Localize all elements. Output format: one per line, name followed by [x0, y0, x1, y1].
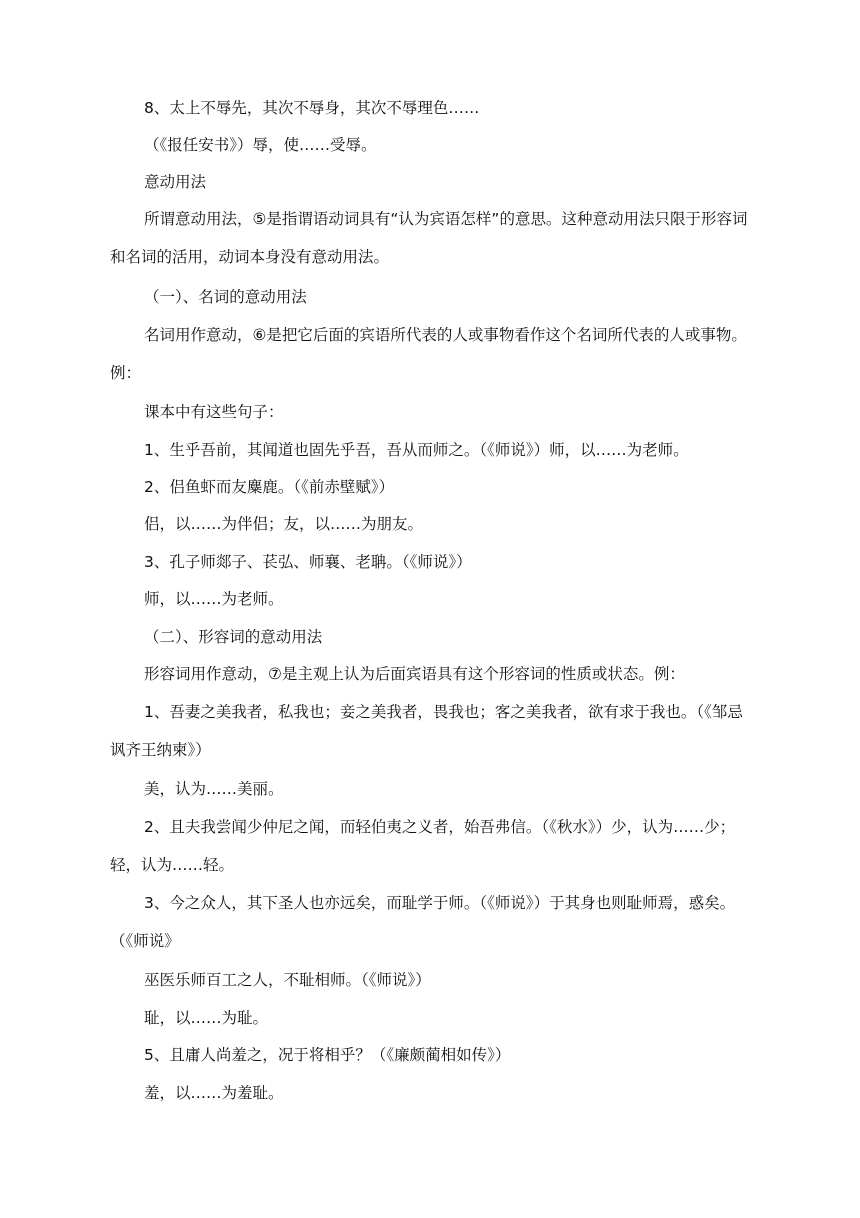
paragraph-11: 3、孔子师郯子、苌弘、师襄、老聃。（《师说》） — [144, 553, 472, 571]
subheading-noun-yidong: （一）、名词的意动用法 — [144, 288, 307, 306]
paragraph-21: 5、且庸人尚羞之，况于将相乎？（《廉颇蔺相如传》） — [144, 1046, 511, 1064]
paragraph-2: （《报任安书》）辱，使……受辱。 — [144, 136, 377, 154]
paragraph-9: 2、侣鱼虾而友麋鹿。（《前赤壁赋》） — [144, 478, 395, 496]
paragraph-18: 3、今之众人，其下圣人也亦远矣，而耻学于师。（《师说》）于其身也则耻师焉，惑矣。（《师说》 — [110, 894, 736, 950]
paragraph-15: 1、吾妻之美我者，私我也；妾之美我者，畏我也；客之美我者，欲有求于我也。（《邹忌讽齐王纳柬》） — [110, 703, 743, 759]
section-heading-yidong: 意动用法 — [144, 173, 207, 191]
paragraph-10: 侣，以……为伴侣；友，以……为朋友。 — [144, 515, 424, 533]
paragraph-12: 师，以……为老师。 — [144, 590, 284, 608]
paragraph-8: 1、生乎吾前，其闻道也固先乎吾，吾从而师之。（《师说》）师，以……为老师。 — [144, 441, 689, 459]
paragraph-16: 美，认为……美丽。 — [144, 780, 284, 798]
paragraph-6: 名词用作意动，⑥是把它后面的宾语所代表的人或事物看作这个名词所代表的人或事物。例： — [110, 326, 747, 382]
paragraph-17: 2、且夫我尝闻少仲尼之闻，而轻伯夷之义者，始吾弗信。（《秋水》）少，认为……少；轻，认为……轻。 — [110, 818, 736, 874]
paragraph-22: 羞，以……为羞耻。 — [144, 1084, 284, 1102]
paragraph-19: 巫医乐师百工之人，不耻相师。（《师说》） — [144, 971, 431, 989]
paragraph-14: 形容词用作意动，⑦是主观上认为后面宾语具有这个形容词的性质或状态。例： — [144, 665, 685, 683]
paragraph-7: 课本中有这些句子： — [144, 403, 284, 421]
subheading-adjective-yidong: （二）、形容词的意动用法 — [144, 628, 323, 646]
paragraph-4: 所谓意动用法，⑤是指谓语动词具有“认为宾语怎样”的意思。这种意动用法只限于形容词和名词的活用，动词本身没有意动用法。 — [110, 210, 748, 266]
paragraph-20: 耻，以……为耻。 — [144, 1009, 269, 1027]
paragraph-1: 8、太上不辱先，其次不辱身，其次不辱理色…… — [144, 99, 480, 117]
